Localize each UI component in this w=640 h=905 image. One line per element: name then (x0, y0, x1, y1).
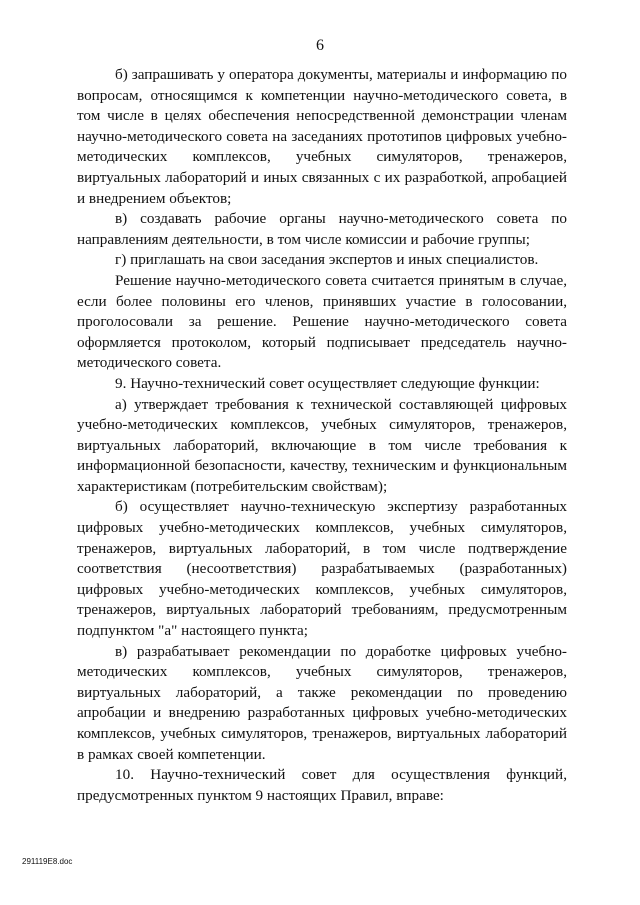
paragraph-decision-procedure: Решение научно-методического совета считается принятым в случае, если более половины его членов, принявших участие в голосовании, проголосовали за решение. Решение научно-методического совета оформляется протоколом, который подписывает председатель научно-методического совета. (77, 271, 567, 372)
page-number: 6 (316, 37, 324, 54)
paragraph-9a-approve-requirements: а) утверждает требования к технической составляющей цифровых учебно-методических комплексов, учебных симуляторов, тренажеров, виртуальных лабораторий, включающие в том числе требования к информационной безопасности, качеству, техническим и функциональным характеристикам (потребительским свойствам); (77, 395, 567, 495)
paragraph-6d-invite-experts: г) приглашать на свои заседания экспертов и иных специалистов. (115, 251, 539, 269)
paragraph-9-heading: 9. Научно-технический совет осуществляет следующие функции: (115, 374, 540, 392)
paragraph-6c-create-working-bodies: в) создавать рабочие органы научно-методического совета по направлениям деятельности, в том числе комиссии и рабочие группы; (77, 210, 567, 248)
paragraph-9c-recommendations: в) разрабатывает рекомендации по доработке цифровых учебно-методических комплексов, учебных симуляторов, тренажеров, виртуальных лабораторий, а также рекомендации по проведению апробации и внедрению разработанных цифровых учебно-методических комплексов, учебных симуляторов, тренажеров, виртуальных лабораторий в рамках своей компетенции. (77, 642, 567, 763)
document-file-code: 291119E8.doc (22, 857, 73, 866)
paragraph-9b-technical-expertise: б) осуществляет научно-техническую экспертизу разработанных цифровых учебно-методических комплексов, учебных симуляторов, тренажеров, виртуальных лабораторий, в том числе подтверждение соответствия (несоответствия) разрабатываемых (разработанных) цифровых учебно-методических комплексов, учебных симуляторов, тренажеров, виртуальных лабораторий требованиям, предусмотренным подпунктом "а" настоящего пункта; (77, 498, 567, 640)
paragraph-10-rights: 10. Научно-технический совет для осуществления функций, предусмотренных пунктом 9 настоящих Правил, вправе: (77, 766, 567, 804)
paragraph-6b-request-documents: б) запрашивать у оператора документы, материалы и информацию по вопросам, относящимся к компетенции научно-методического совета, в том числе в целях обеспечения непосредственной демонстрации членам научно-методического совета на заседаниях прототипов цифровых учебно-методических комплексов, учебных симуляторов, тренажеров, виртуальных лабораторий и иных связанных с их разработкой, апробацией и внедрением объектов; (77, 66, 567, 207)
document-body (77, 65, 567, 806)
